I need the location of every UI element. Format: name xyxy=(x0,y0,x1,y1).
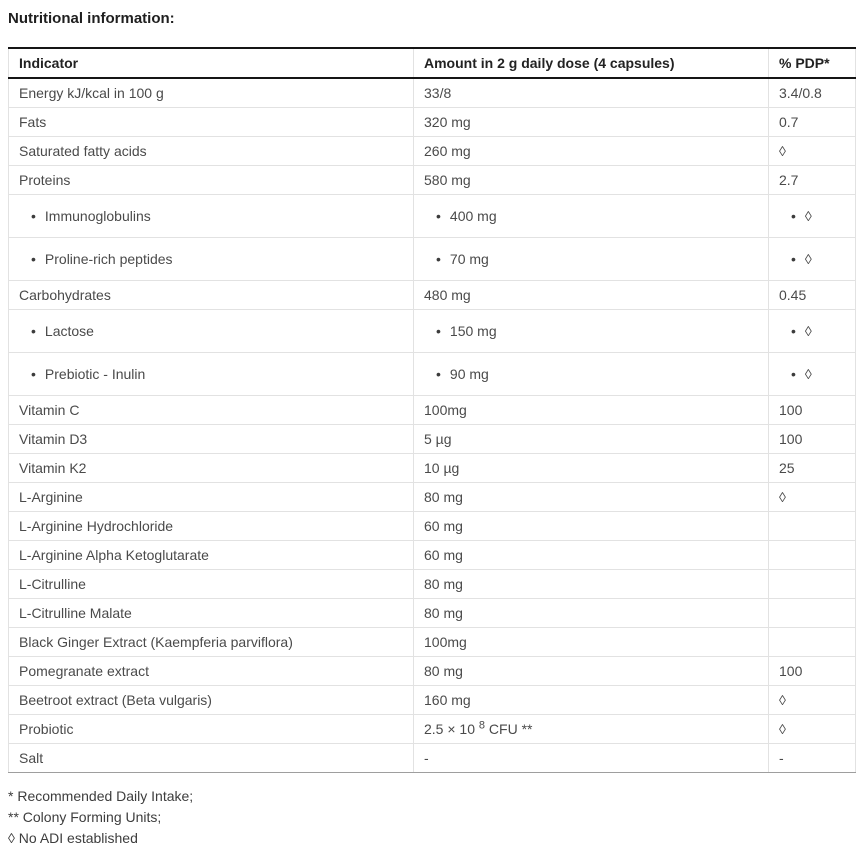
table-row xyxy=(9,599,856,628)
footnote-rdi: * Recommended Daily Intake; xyxy=(8,788,194,804)
table-row xyxy=(9,238,856,281)
amount-cell: 2.5 × 10 $^8$ CFU ** xyxy=(414,715,769,744)
table-row xyxy=(9,512,856,541)
indicator-cell: Beetroot extract (Beta vulgaris) xyxy=(9,686,414,715)
indicator-cell: Vitamin D3 xyxy=(9,425,414,454)
pdp-cell: 0.45 xyxy=(769,281,856,310)
bullet-marker: • xyxy=(436,323,441,339)
pdp-cell: ◊ xyxy=(769,686,856,715)
amount-cell: • 150 mg xyxy=(414,310,769,353)
table-row xyxy=(9,353,856,396)
pdp-cell: • ◊ xyxy=(769,310,856,353)
table-row xyxy=(9,483,856,512)
amount-cell: • 90 mg xyxy=(414,353,769,396)
pdp-cell: - xyxy=(769,744,856,773)
bullet-marker: • xyxy=(436,366,441,382)
amount-cell: 60 mg xyxy=(414,512,769,541)
pdp-cell xyxy=(769,599,856,628)
footnotes xyxy=(8,786,859,849)
amount-cell: 80 mg xyxy=(414,657,769,686)
table-row xyxy=(9,396,856,425)
pdp-cell: • ◊ xyxy=(769,238,856,281)
amount-cell: • 400 mg xyxy=(414,195,769,238)
pdp-cell: 2.7 xyxy=(769,166,856,195)
pdp-cell: 100 xyxy=(769,657,856,686)
pdp-cell xyxy=(769,512,856,541)
indicator-cell: Pomegranate extract xyxy=(9,657,414,686)
indicator-cell: • Prebiotic - Inulin xyxy=(9,353,414,396)
amount-cell: - xyxy=(414,744,769,773)
table-row xyxy=(9,166,856,195)
indicator-cell: Salt xyxy=(9,744,414,773)
indicator-cell: Saturated fatty acids xyxy=(9,137,414,166)
footnote-adi: ◊ No ADI established xyxy=(8,830,138,846)
bullet-marker: • xyxy=(31,251,36,267)
pdp-cell: 0.7 xyxy=(769,108,856,137)
bullet-marker: • xyxy=(31,366,36,382)
pdp-cell: • ◊ xyxy=(769,195,856,238)
indicator-cell: Black Ginger Extract (Kaempferia parviflora) xyxy=(9,628,414,657)
amount-cell: 160 mg xyxy=(414,686,769,715)
amount-cell: 33/8 xyxy=(414,78,769,108)
indicator-cell: Vitamin K2 xyxy=(9,454,414,483)
bullet-marker: • xyxy=(791,366,796,382)
indicator-cell: L-Citrulline Malate xyxy=(9,599,414,628)
amount-cell: 100mg xyxy=(414,628,769,657)
pdp-cell: 100 xyxy=(769,425,856,454)
table-row xyxy=(9,310,856,353)
amount-cell: 10 µg xyxy=(414,454,769,483)
table-row xyxy=(9,570,856,599)
table-row xyxy=(9,195,856,238)
indicator-cell: Probiotic xyxy=(9,715,414,744)
table-row xyxy=(9,108,856,137)
table-row xyxy=(9,137,856,166)
indicator-cell: Energy kJ/kcal in 100 g xyxy=(9,78,414,108)
indicator-cell: L-Arginine Alpha Ketoglutarate xyxy=(9,541,414,570)
pdp-cell: • ◊ xyxy=(769,353,856,396)
indicator-cell: Fats xyxy=(9,108,414,137)
bullet-marker: • xyxy=(31,208,36,224)
amount-cell: 260 mg xyxy=(414,137,769,166)
header-amount: Amount in 2 g daily dose (4 capsules) xyxy=(414,48,769,78)
table-row xyxy=(9,425,856,454)
indicator-cell: L-Citrulline xyxy=(9,570,414,599)
bullet-marker: • xyxy=(436,208,441,224)
amount-cell: 480 mg xyxy=(414,281,769,310)
indicator-cell: Carbohydrates xyxy=(9,281,414,310)
indicator-cell: Proteins xyxy=(9,166,414,195)
pdp-cell: ◊ xyxy=(769,483,856,512)
bullet-marker: • xyxy=(436,251,441,267)
table-row xyxy=(9,657,856,686)
header-row xyxy=(9,48,856,78)
amount-cell: 5 µg xyxy=(414,425,769,454)
indicator-cell: L-Arginine Hydrochloride xyxy=(9,512,414,541)
bullet-marker: • xyxy=(791,208,796,224)
amount-cell: • 70 mg xyxy=(414,238,769,281)
bullet-marker: • xyxy=(791,251,796,267)
amount-cell: 80 mg xyxy=(414,483,769,512)
pdp-cell xyxy=(769,570,856,599)
indicator-cell: • Proline-rich peptides xyxy=(9,238,414,281)
header-indicator: Indicator xyxy=(9,48,414,78)
page-title: Nutritional information: xyxy=(8,10,175,27)
table-row xyxy=(9,78,856,108)
pdp-cell: 100 xyxy=(769,396,856,425)
table-row xyxy=(9,686,856,715)
table-row xyxy=(9,715,856,744)
pdp-cell: 3.4/0.8 xyxy=(769,78,856,108)
header-pdp: % PDP* xyxy=(769,48,856,78)
pdp-cell: ◊ xyxy=(769,137,856,166)
pdp-cell: 25 xyxy=(769,454,856,483)
pdp-cell xyxy=(769,541,856,570)
nutrition-table xyxy=(8,47,856,773)
table-row xyxy=(9,744,856,773)
table-row xyxy=(9,454,856,483)
indicator-cell: L-Arginine xyxy=(9,483,414,512)
amount-cell: 80 mg xyxy=(414,599,769,628)
indicator-cell: Vitamin C xyxy=(9,396,414,425)
amount-cell: 60 mg xyxy=(414,541,769,570)
table-body xyxy=(9,78,856,773)
amount-cell: 580 mg xyxy=(414,166,769,195)
amount-cell: 320 mg xyxy=(414,108,769,137)
bullet-marker: • xyxy=(31,323,36,339)
table-row xyxy=(9,281,856,310)
pdp-cell xyxy=(769,628,856,657)
indicator-cell: • Lactose xyxy=(9,310,414,353)
footnote-cfu: ** Colony Forming Units; xyxy=(8,809,162,825)
table-row xyxy=(9,541,856,570)
pdp-cell: ◊ xyxy=(769,715,856,744)
amount-cell: 80 mg xyxy=(414,570,769,599)
bullet-marker: • xyxy=(791,323,796,339)
indicator-cell: • Immunoglobulins xyxy=(9,195,414,238)
table-row xyxy=(9,628,856,657)
amount-cell: 100mg xyxy=(414,396,769,425)
